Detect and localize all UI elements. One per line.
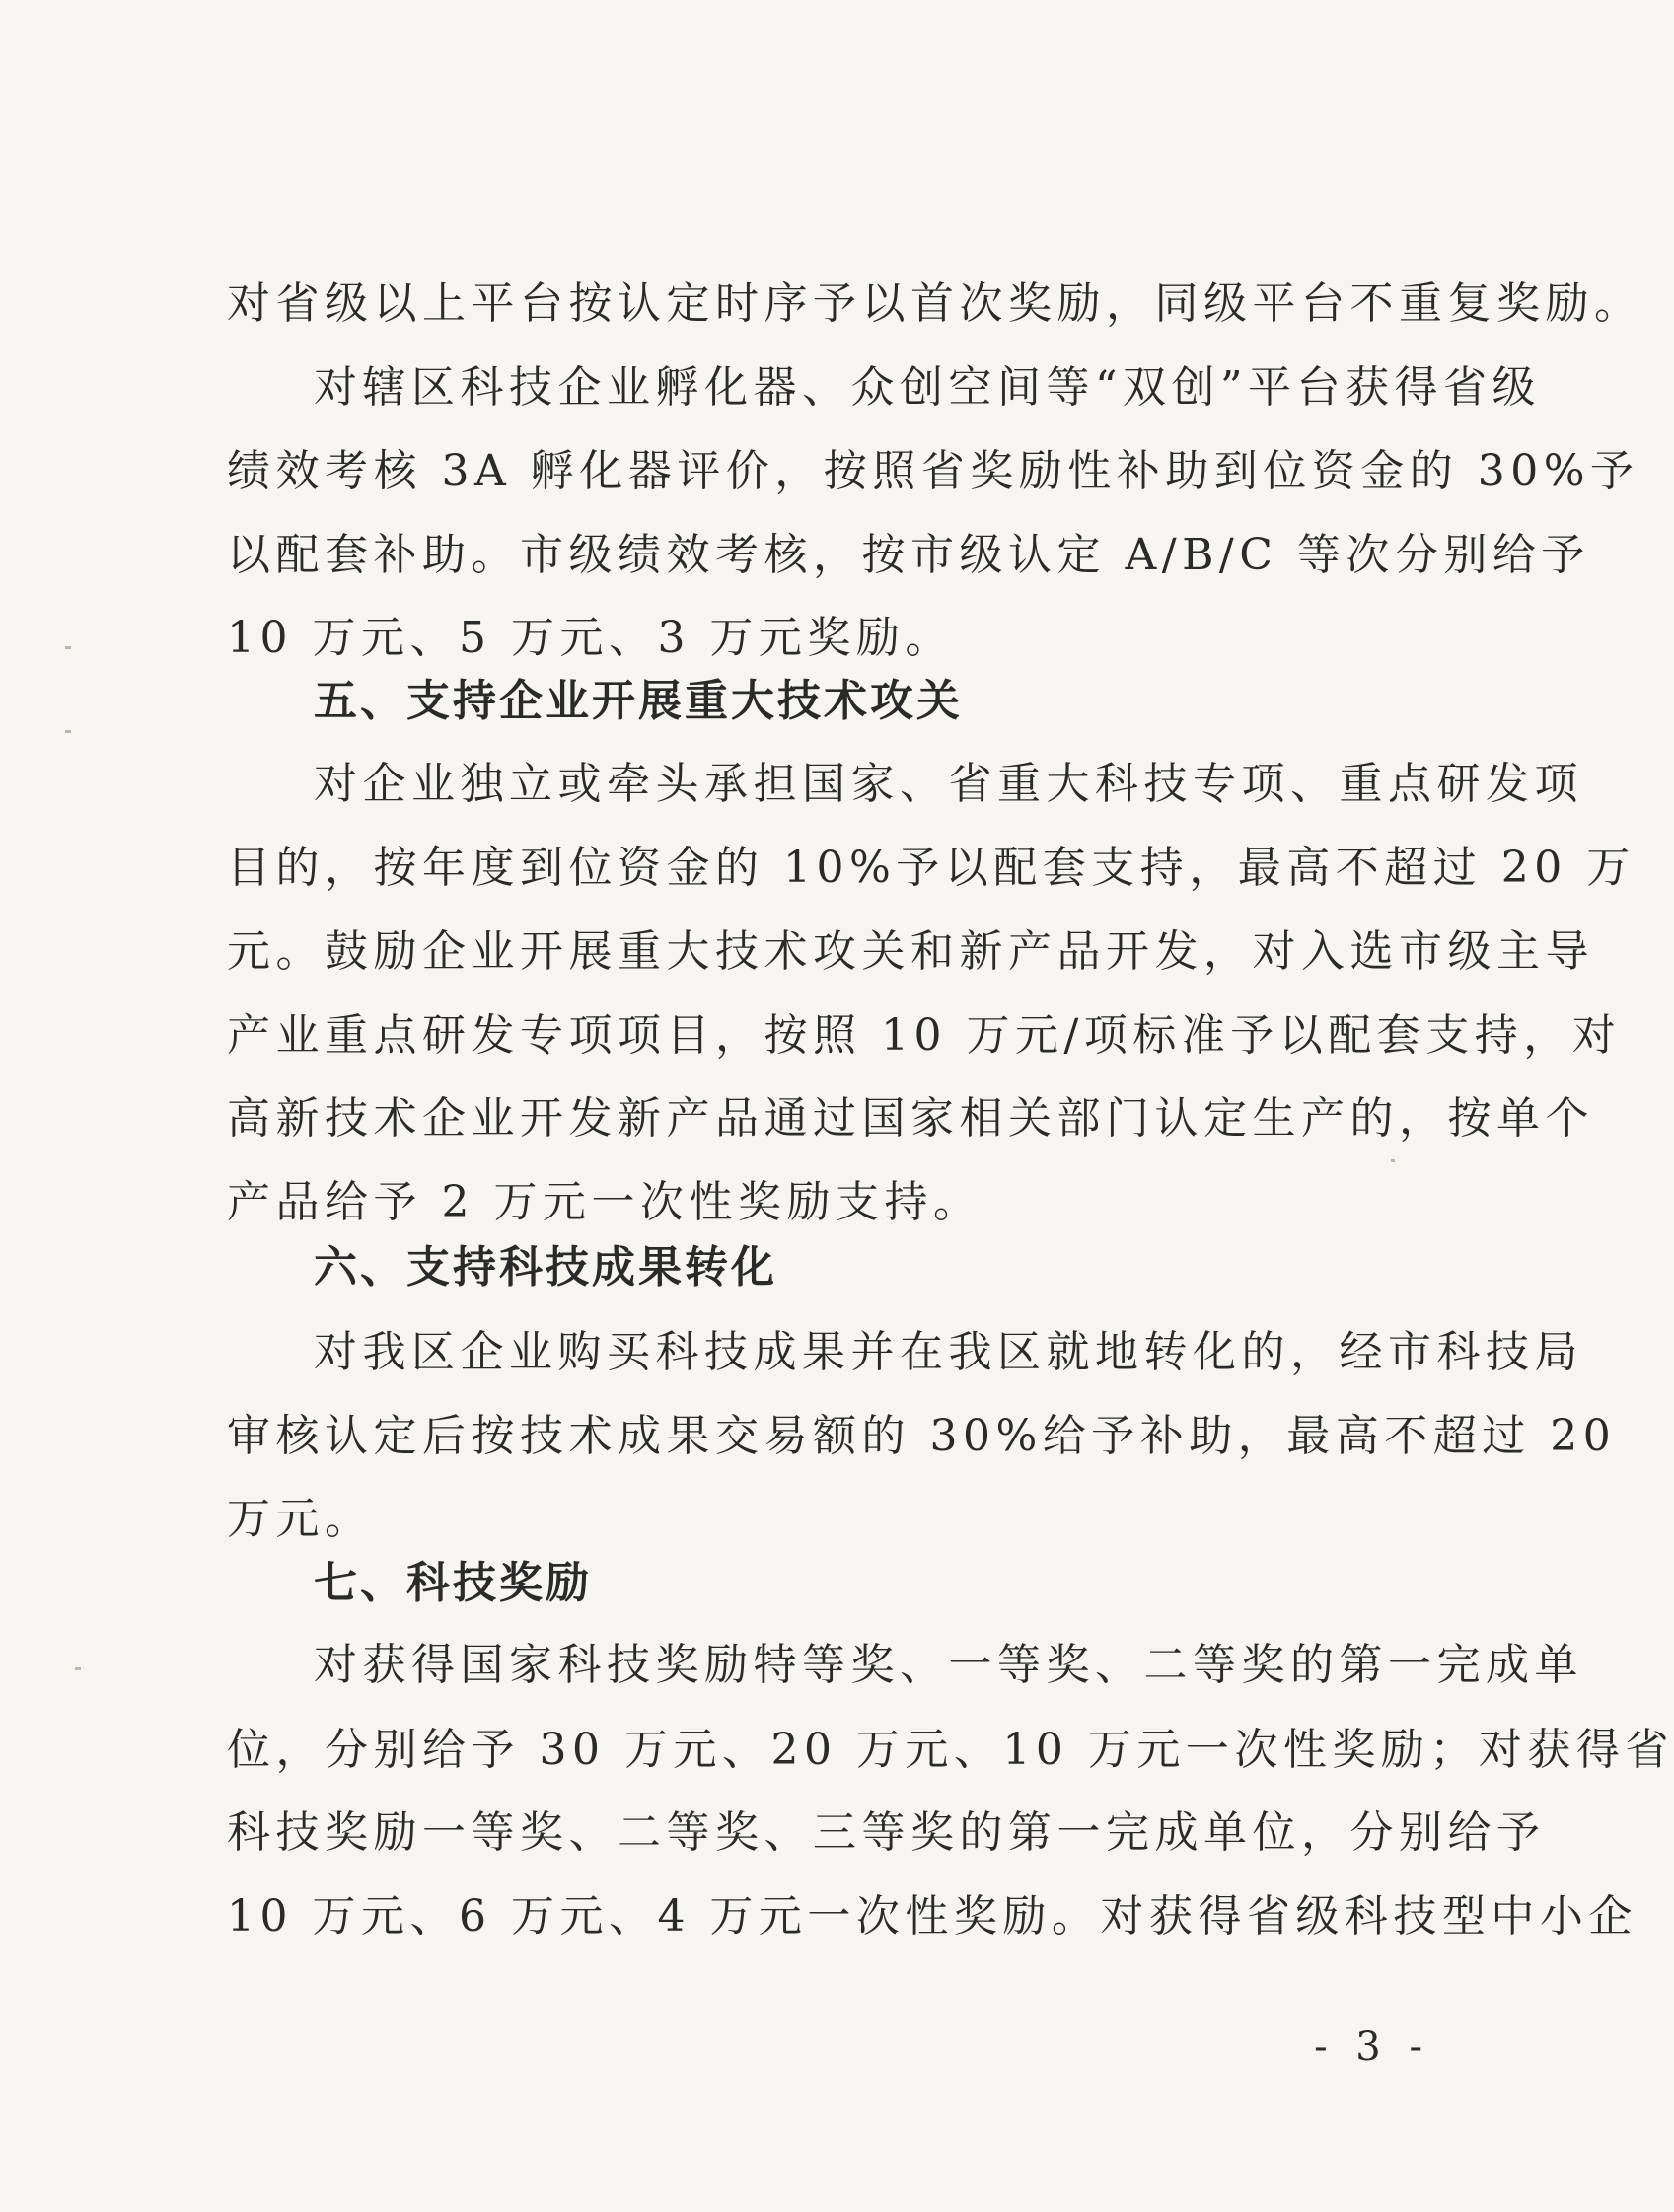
text-line: 以配套补助。市级绩效考核，按市级认定 A/B/C 等次分别给予 — [227, 530, 1590, 580]
text-line: 10 万元、6 万元、4 万元一次性奖励。对获得省级科技型中小企 — [227, 1891, 1638, 1942]
text-line: 位，分别给予 30 万元、20 万元、10 万元一次性奖励；对获得省 — [227, 1725, 1674, 1775]
text-line: 产品给予 2 万元一次性奖励支持。 — [227, 1177, 983, 1227]
text-line: 对我区企业购买科技成果并在我区就地转化的，经市科技局 — [314, 1327, 1583, 1377]
text-line: 产业重点研发专项项目，按照 10 万元/项标准予以配套支持，对 — [227, 1010, 1622, 1061]
text-line: 对辖区科技企业孵化器、众创空间等“双创”平台获得省级 — [314, 362, 1541, 412]
text-line: 科技奖励一等奖、二等奖、三等奖的第一完成单位，分别给予 — [227, 1807, 1546, 1858]
text-line: 元。鼓励企业开展重大技术攻关和新产品开发，对入选市级主导 — [227, 926, 1594, 977]
text-line: 高新技术企业开发新产品通过国家相关部门认定生产的，按单个 — [227, 1093, 1594, 1143]
text-line: 审核认定后按技术成果交易额的 30%给予补助，最高不超过 20 — [227, 1411, 1617, 1461]
scan-speck — [65, 646, 71, 649]
text-line: 对获得国家科技奖励特等奖、一等奖、二等奖的第一完成单 — [314, 1640, 1583, 1690]
text-line: 对省级以上平台按认定时序予以首次奖励，同级平台不重复奖励。 — [227, 278, 1643, 329]
text-line: 绩效考核 3A 孵化器评价，按照省奖励性补助到位资金的 30%予 — [227, 446, 1639, 496]
section-heading-5: 五、支持企业开展重大技术攻关 — [314, 676, 963, 726]
section-heading-7: 七、科技奖励 — [314, 1558, 592, 1608]
text-line: 万元。 — [227, 1494, 374, 1544]
scan-speck — [75, 1667, 81, 1670]
text-line: 对企业独立或牵头承担国家、省重大科技专项、重点研发项 — [314, 759, 1583, 809]
text-line: 目的，按年度到位资金的 10%予以配套支持，最高不超过 20 万 — [227, 843, 1636, 893]
page-number: - 3 - — [1314, 2025, 1430, 2070]
text-line: 10 万元、5 万元、3 万元奖励。 — [227, 613, 954, 663]
section-heading-6: 六、支持科技成果转化 — [314, 1242, 777, 1292]
scan-speck — [65, 730, 71, 733]
